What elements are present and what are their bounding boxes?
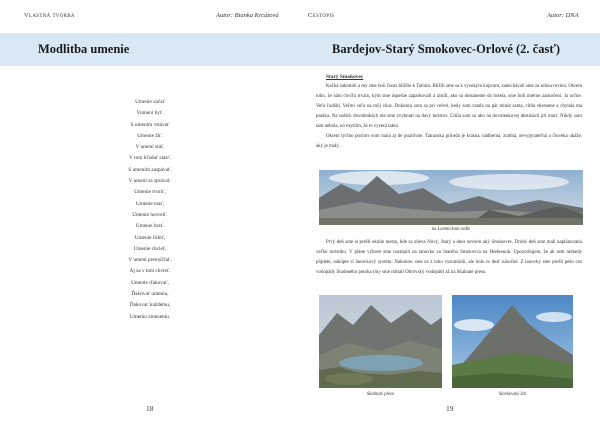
poem-line: Umenie začať bbox=[135, 99, 165, 105]
right-running-section: Cestopis bbox=[308, 12, 335, 19]
poem bbox=[100, 97, 200, 323]
photo-caption-2: Skalnaté pleso bbox=[366, 392, 395, 397]
photo-caption-1: na Lomnickom sedle bbox=[431, 227, 471, 232]
lake-photo bbox=[319, 295, 442, 388]
poem-line: V umení premýšľať, bbox=[128, 257, 172, 264]
paragraph-1 bbox=[316, 82, 582, 166]
poem-title: Modlitba umenie bbox=[38, 42, 130, 56]
poem-line: V tom hľadať slasť. bbox=[129, 155, 171, 162]
peak-photo bbox=[452, 295, 573, 388]
section-subheading: Starý Smokovec bbox=[326, 74, 364, 80]
page-number-right: 19 bbox=[446, 404, 454, 413]
poem-line: Aj sa v tom chvieť. bbox=[129, 268, 171, 275]
poem-line: Vumení byť. bbox=[136, 110, 164, 117]
poem-line: Umenie hovoriť. bbox=[132, 211, 168, 218]
right-running-author: Autor: DNA bbox=[547, 12, 579, 19]
poem-line: S umením vstávať bbox=[130, 121, 170, 128]
poem-line: Umenie ľúbiť, bbox=[134, 234, 166, 241]
poem-line: V umení stáť, bbox=[135, 144, 165, 151]
poem-line: Umenie žiť. bbox=[137, 132, 163, 139]
paragraph-1b-text: Okrem týchto pocitov som mala aj tie pozitívne. Tatranská príroda je krásna, nádherná, zradná, nevypytateľná a človeka ukáže, aký je malý. bbox=[316, 134, 582, 149]
travelogue-title: Bardejov-Starý Smokovec-Orlové (2. časť) bbox=[332, 42, 560, 56]
poem-line: Ďakovať umeniu, bbox=[131, 291, 169, 298]
poem-line: Umenie mať, bbox=[135, 200, 165, 207]
paragraph-1-text: Koľká sakratúli a my sme boli čoraz bližšie k Tatrám. Blížili sme sa k vysokým kopcom, zanechávali sme za sebou rovinu. Okrem toho, že nám chvíľu trvalo, kým sme úspešne zaparkovali a zistili, ako sa dostaneme do hotela, sme boli mierne zaskočení. Ja určite. Veľa ľudiští. Veľmi veľa na môj vkus. Dokonca som sa pri večeri, kedy som ostala na pár minút sama, cítila stiesnene a chytala ma panika. Na našich dovolenkách nie sme zvyknutí na davy turistov. Cítila som sa ako na dovolenkovej destinácii pri mori. Nikdy som tam nebola, no myslím, že to vyzerá takto. bbox=[316, 84, 582, 129]
left-running-author: Autor: Bianka Krcútová bbox=[216, 12, 279, 19]
paragraph-2-text: Prvý deň sme si prešli okolie mesta, kde sa zlieva Nový, Starý a dnes neviem aký Smokovec. Druhý deň sme mali naplánovanú veľkú turistiku. V pláne výbave sme nastúpili na lanovku zo Starého Smokovca na Hrebienok. Upozorňujem, že ak sem niekedy pôjdete, nakúpte si lanovkový systém. Nakoniec sme sa z toho vysomárili, ale bolo to desť náročné. Z lanovky sme prešli pešo cez vodopády Studeného potoka (my sme mittali Obrovský vodopád) až na Skalnaté pleso. bbox=[316, 240, 582, 275]
paragraph-2 bbox=[316, 238, 582, 294]
poem-line: V umení sa správať. bbox=[128, 178, 172, 185]
poem-line: Ďakovať každému, bbox=[129, 302, 171, 309]
poem-line: Umenie chcieť, bbox=[133, 245, 167, 252]
poem-line: Umeniu zmeneniu. bbox=[129, 313, 171, 320]
photo-caption-3: Slavkovský štít bbox=[498, 392, 527, 397]
poem-line: Umenie hrať. bbox=[135, 223, 165, 230]
poem-line: S umením zaspávať, bbox=[128, 166, 172, 173]
page-number-left: 18 bbox=[146, 404, 154, 413]
left-running-section: Vlastná tvorba bbox=[24, 12, 75, 19]
poem-line: Umenie ďakovať, bbox=[131, 279, 169, 286]
poem-line: Umenie tvoriť, bbox=[134, 189, 166, 196]
mountain-panorama-photo bbox=[319, 170, 583, 225]
